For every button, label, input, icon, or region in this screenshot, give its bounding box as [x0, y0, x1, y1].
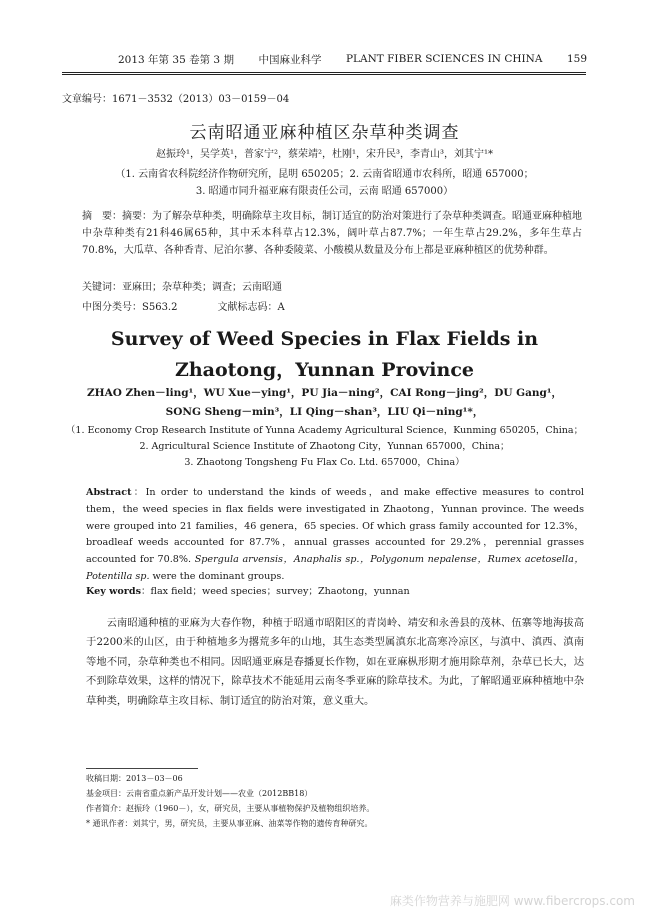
affiliation-cn-2: 3. 昭通市同升福亚麻有限责任公司，云南 昭通 657000）	[195, 186, 454, 197]
footnote-rule	[86, 768, 198, 769]
footnote-author: 作者简介：赵振玲（1960－），女，研究员，主要从事植物保护及植物组织培养。	[86, 804, 375, 813]
journal-name-en: PLANT FIBER SCIENCES IN CHINA	[345, 53, 543, 65]
footnote-received: 收稿日期：2013－03－06	[86, 774, 183, 783]
header-rule	[62, 72, 586, 73]
watermark: 麻类作物营养与施肥网 www.fibercrops.com	[389, 894, 635, 908]
affiliation-cn-1: （1. 云南省农科院经济作物研究所，昆明 650205；2. 云南省昭通市农科所，昭通 657000；	[115, 169, 534, 180]
authors-en-line2: SONG Sheng－min³，LI Qing－shan³，LIU Qi－ning¹*，	[165, 406, 484, 418]
page-number: 159	[566, 53, 587, 65]
keywords-en-label: Key words	[86, 586, 141, 597]
title-en-line2: Zhaotong，Yunnan Province	[174, 359, 474, 381]
keywords-cn: 关键词：亚麻田；杂草种类；调查；云南昭通	[82, 282, 282, 293]
affiliation-en-3: 3. Zhaotong Tongsheng Fu Flax Co. Ltd. 657000，China）	[184, 457, 465, 468]
authors-cn: 赵振玲¹，吴学英¹，普家宁²，蔡荣靖²，杜刚¹，宋升民³，李青山³，刘其宁¹*	[155, 149, 494, 160]
body-paragraph: 云南昭通种植的亚麻为大春作物，种植于昭通市昭阳区的青岗岭、靖安和永善县的茂林、伍寨等地海拔高于2200米的山区，由于种植地多为撂荒多年的山地，其生态类型属滇东北高寒冷凉区，与滇中、滇西、滇南等地不同，杂草种类也不相同。因昭通亚麻是春播夏长作物，如在亚麻枞形期才施用除草剂，杂草已长大，达不到除草效果，这样的情况下，除草技术不能延用云南冬季亚麻的除草技术。为此，了解昭通亚麻种植地中杂草种类，明确除草主攻目标、制订适宜的防治对策，意义重大。	[86, 617, 584, 707]
class-number: 中图分类号：S563.2	[82, 302, 178, 313]
abstract-en-label: Abstract	[86, 487, 132, 498]
footnote-corresponding: * 通讯作者：刘其宁，男，研究员，主要从事亚麻、油菜等作物的遗传育种研究。	[86, 819, 373, 828]
abstract-cn: 摘 要：摘要：为了解杂草种类，明确除草主攻目标，制订适宜的防治对策进行了杂草种类调查。昭通亚麻种植地中杂草种类有21科46属65种，其中禾本科草占12.3%，阔叶草占87.7%；一年生草占29.2%，多年生草占70.8%，大瓜草、各种香青、尼泊尔蓼、各种委陵菜、小酸模从数量及分布上都是亚麻种植区的优势种群。	[82, 211, 582, 257]
article-number: 文章编号：1671－3532（2013）03－0159－04	[62, 94, 290, 105]
affiliation-en-2: 2. Agricultural Science Institute of Zhaotong City，Yunnan 657000，China；	[139, 441, 510, 452]
document-code: 文献标志码：A	[217, 302, 285, 313]
running-header	[118, 50, 587, 68]
title-cn: 云南昭通亚麻种植区杂草种类调查	[189, 123, 460, 143]
keywords-en-text: ：flax field；weed species；survey；Zhaotong，yunnan	[140, 586, 410, 597]
abstract-en-species: Spergula arvensis，Anaphalis sp.，Polygonum nepalense，Rumex acetosella，Potentilla sp.	[86, 554, 584, 582]
title-en-line1: Survey of Weed Species in Flax Fields in	[110, 328, 539, 350]
affiliation-en-1: （1. Economy Crop Research Institute of Yunna Academy Agricultural Science，Kunming 650205，China；	[65, 425, 584, 436]
abstract-en-text: ：In order to understand the kinds of weeds，and make effective measures to control them，the weed species in flax fields were investigated in Zhaotong，Yunnan province. The weeds were grouped into 21 families，46 genera，65 species. Of which grass family accounted for 12.3%，broadleaf weeds accounted for 87.7%，annual grasses accounted for 29.2%，perennial grasses accounted for 70.8%.	[86, 487, 584, 566]
journal-name-cn: 中国麻业科学	[258, 53, 322, 66]
footnote-fund: 基金项目：云南省重点新产品开发计划——农业（2012BB18）	[86, 789, 313, 798]
keywords-en	[86, 583, 410, 597]
classification	[82, 298, 285, 313]
abstract-en	[86, 485, 584, 586]
header-rule-thin	[62, 74, 586, 75]
abstract-en-tail: were the dominant groups.	[149, 570, 285, 582]
authors-en-line1: ZHAO Zhen－ling¹，WU Xue－ying¹，PU Jia－ning²，CAI Rong－jing²，DU Gang¹，	[87, 387, 562, 399]
issue-info: 2013 年第 35 卷第 3 期	[118, 53, 234, 66]
